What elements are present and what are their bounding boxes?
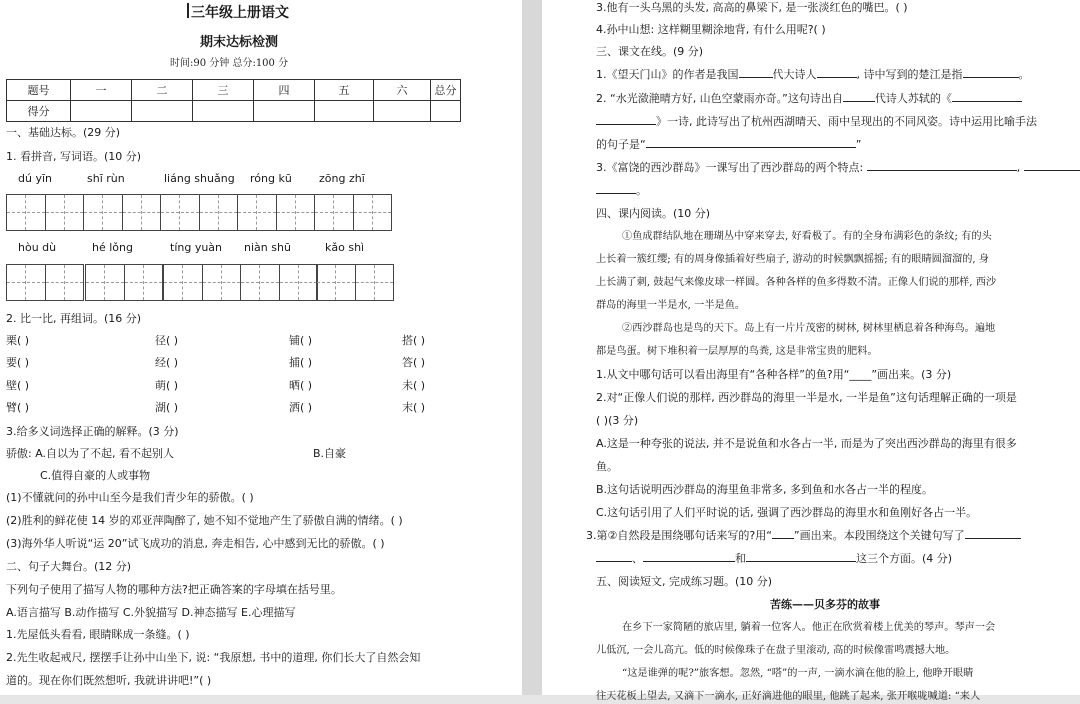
score-cell[interactable] xyxy=(254,101,315,122)
text: 3.第②自然段是围绕哪句话来写的?用“ xyxy=(586,529,772,542)
blank[interactable] xyxy=(963,67,1019,78)
score-header-cell: 二 xyxy=(132,80,193,101)
story-line: 在乡下一家简陋的旅店里, 躺着一位客人。他正在欣赏着楼上优美的琴声。琴声一会 xyxy=(622,622,996,633)
sec3-line xyxy=(596,137,861,152)
section3-heading: 三、课文在线。(9 分) xyxy=(596,45,704,58)
score-cell[interactable] xyxy=(132,101,193,122)
sec4-q2: 2.对“正像人们说的那样, 西沙群岛的海里一半是水, 一半是鱼”这句话理解正确的一项是 xyxy=(596,391,1017,404)
blank[interactable] xyxy=(817,67,857,78)
blank[interactable] xyxy=(965,528,1021,539)
score-table-header-row xyxy=(7,80,461,101)
pinyin-row-2 xyxy=(0,241,522,255)
sec3-line xyxy=(596,91,1022,106)
passage-line: ①鱼成群结队地在珊瑚丛中穿来穿去, 好看极了。有的全身布满彩色的条纹; 有的头 xyxy=(622,231,992,242)
q2-prompt: 2. 比一比, 再组词。(16 分) xyxy=(6,312,142,325)
q3-def-a: 骄傲: A.自以为了不起, 看不起别人 xyxy=(6,447,175,460)
q3-prompt: 3.给多义词选择正确的解释。(3 分) xyxy=(6,425,179,438)
story-title: 苦练——贝多芬的故事 xyxy=(770,598,880,611)
text: 的句子是“ xyxy=(596,138,646,151)
blank[interactable] xyxy=(1024,160,1080,171)
passage-line: 群岛的海里一半是水, 一半是鱼。 xyxy=(596,300,746,311)
compare-item[interactable]: 捕( ) xyxy=(289,356,313,369)
compare-item[interactable]: 径( ) xyxy=(155,334,179,347)
writing-box[interactable] xyxy=(237,194,315,231)
q3-def-c: C.值得自豪的人或事物 xyxy=(40,469,151,482)
text: ” xyxy=(855,138,862,151)
writing-box[interactable] xyxy=(314,194,392,231)
section1-heading: 一、基础达标。(29 分) xyxy=(6,126,121,139)
right-page xyxy=(542,0,1080,702)
blank[interactable] xyxy=(867,160,1017,171)
q3-item[interactable]: (3)海外华人听说“运 20”试飞成功的消息, 奔走相告, 心中感到无比的骄傲。( ) xyxy=(6,537,385,550)
pinyin: liáng shuǎng xyxy=(164,172,235,185)
sec3-line xyxy=(596,114,1037,129)
text: 和 xyxy=(735,552,746,565)
sec3-line xyxy=(596,67,1030,82)
score-table-row xyxy=(7,101,461,122)
writing-box[interactable] xyxy=(83,194,161,231)
sentence-item[interactable]: 3.他有一头乌黑的头发, 高高的鼻梁下, 是一张淡红色的嘴巴。( ) xyxy=(596,1,908,14)
cursor-mark xyxy=(187,3,189,18)
compare-item[interactable]: 铺( ) xyxy=(289,334,313,347)
compare-item[interactable]: 晒( ) xyxy=(289,379,313,392)
grade-title: 三年级上册语文 xyxy=(191,5,289,21)
page-gap xyxy=(522,0,542,695)
pinyin: tíng yuàn xyxy=(170,241,223,254)
sec4-q1[interactable]: 1.从文中哪句话可以看出海里有“各种各样”的鱼?用“____”画出来。(3 分) xyxy=(596,368,952,381)
sec4-q2-answer[interactable]: ( )(3 分) xyxy=(596,414,639,427)
text: , xyxy=(1016,161,1024,174)
text: 1.《望天门山》的作者是我国 xyxy=(596,68,739,81)
writing-box[interactable] xyxy=(316,264,394,301)
text: 》一诗, 此诗写出了杭州西湖晴天、雨中呈现出的不同风姿。诗中运用比喻手法 xyxy=(656,115,1037,128)
writing-box[interactable] xyxy=(6,194,84,231)
score-cell[interactable] xyxy=(374,101,431,122)
story-line: 儿低沉, 一会儿高亢。低的时候像珠子在盘子里滚动, 高的时候像雷鸣震撼大地。 xyxy=(596,645,956,656)
exam-meta: 时间:90 分钟 总分:100 分 xyxy=(170,58,289,69)
score-header-cell: 题号 xyxy=(7,80,71,101)
compare-item[interactable]: 要( ) xyxy=(6,356,30,369)
score-row-label: 得分 xyxy=(7,101,71,122)
section2-heading: 二、句子大舞台。(12 分) xyxy=(6,560,132,573)
blank[interactable] xyxy=(843,91,875,102)
blank[interactable] xyxy=(772,528,794,539)
score-header-cell: 总分 xyxy=(431,80,461,101)
blank[interactable] xyxy=(596,114,656,125)
blank[interactable] xyxy=(643,551,735,562)
compare-item[interactable]: 萌( ) xyxy=(155,379,179,392)
text: , 诗中写到的楚江是指 xyxy=(856,68,963,81)
section5-heading: 五、阅读短文, 完成练习题。(10 分) xyxy=(596,575,773,588)
blank[interactable] xyxy=(646,137,856,148)
score-cell[interactable] xyxy=(431,101,461,122)
writing-box[interactable] xyxy=(240,264,318,301)
compare-item[interactable]: 湖( ) xyxy=(155,401,179,414)
option-a[interactable]: A.这是一种夸张的说法, 并不是说鱼和水各占一半, 而是为了突出西沙群岛的海里有很多 xyxy=(596,437,1017,450)
passage-line: 上长满了刺, 鼓起气来像皮球一样圆。各种各样的鱼多得数不清。正像人们说的那样, 西沙 xyxy=(596,277,997,288)
compare-grid xyxy=(6,334,522,424)
text: 代诗人苏轼的《 xyxy=(874,92,952,105)
text: 2. “水光潋滟晴方好, 山色空蒙雨亦奇。”这句诗出自 xyxy=(596,92,843,105)
exam-title: 期末达标检测 xyxy=(200,35,279,50)
option-a-cont: 鱼。 xyxy=(596,460,618,473)
score-cell[interactable] xyxy=(71,101,132,122)
pinyin-row-1 xyxy=(0,172,522,186)
sec4-q3-cont xyxy=(596,551,952,566)
text: 这三个方面。(4 分) xyxy=(856,552,953,565)
sentence-item[interactable]: 4.孙中山想: 这样糊里糊涂地背, 有什么用呢?( ) xyxy=(596,23,826,36)
pinyin: niàn shū xyxy=(244,241,291,254)
sentence-item[interactable]: 1.先屋低头看看, 眼睛眯成一条缝。( ) xyxy=(6,628,190,641)
sec4-q3 xyxy=(586,528,1021,543)
option-b[interactable]: B.这句话说明西沙群岛的海里鱼非常多, 多到鱼和水各占一半的程度。 xyxy=(596,483,934,496)
text: 。 xyxy=(636,184,647,197)
compare-item[interactable]: 壁( ) xyxy=(6,379,30,392)
score-table xyxy=(6,79,461,122)
left-page xyxy=(0,0,522,695)
compare-item[interactable]: 经( ) xyxy=(155,356,179,369)
pinyin: kǎo shì xyxy=(325,241,365,254)
blank[interactable] xyxy=(739,67,773,78)
passage-line: 都是鸟蛋。树下堆积着一层厚厚的鸟粪, 这是非常宝贵的肥料。 xyxy=(596,346,878,357)
compare-item[interactable]: 答( ) xyxy=(402,356,426,369)
story-line: 往天花板上望去, 又滴下一滴水, 正好滴进他的眼里, 他跳了起来, 张开喉咙喊道: “来人 xyxy=(596,691,981,702)
passage-line: 上长着一簇红缨; 有的周身像插着好些扇子, 游动的时候飘飘摇摇; 有的眼睛圆溜溜的, 身 xyxy=(596,254,990,265)
score-header-cell: 六 xyxy=(374,80,431,101)
writing-box[interactable] xyxy=(85,264,163,301)
q3-item[interactable]: (1)不懂就问的孙中山至今是我们青少年的骄傲。( ) xyxy=(6,491,254,504)
pinyin: shī rùn xyxy=(87,172,125,185)
text: 。 xyxy=(1018,68,1030,81)
text: ”画出来。本段围绕这个关键句写了 xyxy=(793,529,965,542)
sec3-line xyxy=(596,183,647,198)
blank[interactable] xyxy=(596,551,632,562)
blank[interactable] xyxy=(596,183,636,194)
sec3-line xyxy=(596,160,1080,175)
pinyin: róng kū xyxy=(250,172,292,185)
sentence-item[interactable]: 2.先生收起戒尺, 摆摆手让孙中山坐下, 说: “我原想, 书中的道理, 你们长大了自然会知 xyxy=(6,651,421,664)
passage-line: ②西沙群岛也是鸟的天下。岛上有一片片茂密的树林, 树林里栖息着各种海鸟。遍地 xyxy=(622,323,996,334)
score-header-cell: 五 xyxy=(315,80,374,101)
text: 3.《富饶的西沙群岛》一课写出了西沙群岛的两个特点: xyxy=(596,161,867,174)
score-cell[interactable] xyxy=(315,101,374,122)
compare-item[interactable]: 搭( ) xyxy=(402,334,426,347)
pinyin: hé lǒng xyxy=(92,241,133,254)
compare-item[interactable]: 臂( ) xyxy=(6,401,30,414)
tianzige-row-1 xyxy=(0,194,522,232)
q3-item[interactable]: (2)胜利的鲜花使 14 岁的邓亚萍陶醉了, 她不知不觉地产生了骄傲自满的情绪。( ) xyxy=(6,514,403,527)
pinyin: dú yīn xyxy=(18,172,52,185)
text: 代大诗人 xyxy=(772,68,817,81)
writing-box[interactable] xyxy=(163,264,241,301)
section2-options: A.语言描写 B.动作描写 C.外貌描写 D.神态描写 E.心理描写 xyxy=(6,606,296,619)
compare-item[interactable]: 末( ) xyxy=(402,401,426,414)
sentence-item[interactable]: 道的。现在你们既然想听, 我就讲讲吧!”( ) xyxy=(6,674,212,687)
option-c[interactable]: C.这句话引用了人们平时说的话, 强调了西沙群岛的海里水和鱼刚好各占一半。 xyxy=(596,506,978,519)
writing-box[interactable] xyxy=(160,194,238,231)
pinyin: hòu dù xyxy=(18,241,57,254)
pinyin: zōng zhī xyxy=(319,172,365,185)
score-cell[interactable] xyxy=(193,101,254,122)
compare-item[interactable]: 未( ) xyxy=(402,379,426,392)
writing-box[interactable] xyxy=(6,264,84,301)
text: 、 xyxy=(632,552,643,565)
blank[interactable] xyxy=(952,91,1022,102)
score-header-cell: 一 xyxy=(71,80,132,101)
tianzige-row-2 xyxy=(0,264,522,302)
compare-item[interactable]: 栗( ) xyxy=(6,334,30,347)
compare-item[interactable]: 洒( ) xyxy=(289,401,313,414)
score-header-cell: 四 xyxy=(254,80,315,101)
section2-intro: 下列句子使用了描写人物的哪种方法?把正确答案的字母填在括号里。 xyxy=(6,583,342,596)
story-line: “这是谁弹的呢?”旅客想。忽然, “嗒”的一声, 一滴水滴在他的脸上, 他睁开眼睛 xyxy=(622,668,974,679)
section4-heading: 四、课内阅读。(10 分) xyxy=(596,207,711,220)
q1-prompt: 1. 看拼音, 写词语。(10 分) xyxy=(6,150,142,163)
score-header-cell: 三 xyxy=(193,80,254,101)
q3-def-b: B.自豪 xyxy=(313,447,347,460)
blank[interactable] xyxy=(746,551,856,562)
